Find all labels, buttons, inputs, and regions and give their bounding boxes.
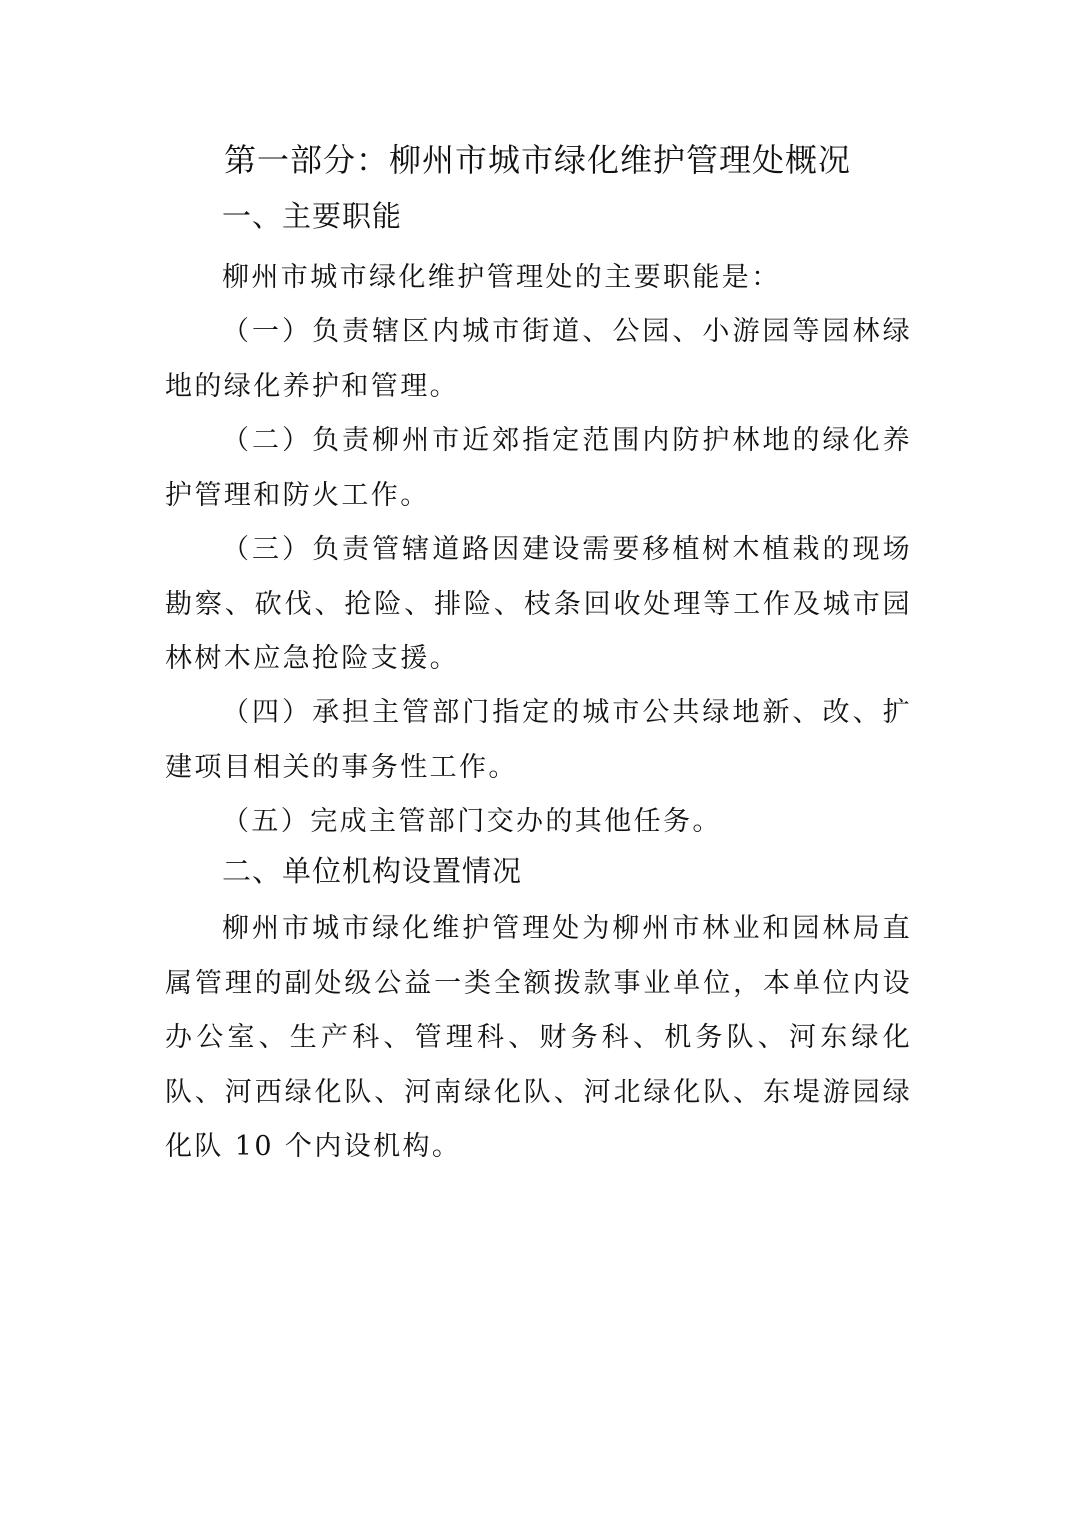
list-item: （二）负责柳州市近郊指定范围内防护林地的绿化养护管理和防火工作。 bbox=[165, 425, 912, 511]
list-item: （五）完成主管部门交办的其他任务。 bbox=[222, 806, 722, 837]
section-heading-functions: 一、主要职能 bbox=[222, 199, 403, 233]
list-item: （四）承担主管部门指定的城市公共绿地新、改、扩建项目相关的事务性工作。 bbox=[165, 697, 912, 783]
page-title: 第一部分：柳州市城市绿化维护管理处概况 bbox=[223, 141, 851, 179]
section-heading-organization: 二、单位机构设置情况 bbox=[222, 854, 523, 888]
paragraph-organization: 柳州市城市绿化维护管理处为柳州市林业和园林局直属管理的副处级公益一类全额拨款事业单位，本单位内设办公室、生产科、管理科、财务科、机务队、河东绿化队、河西绿化队、河南绿化队、河北绿化队、东堤游园绿化队 10 个内设机构。 bbox=[165, 913, 912, 1162]
paragraph-intro: 柳州市城市绿化维护管理处的主要职能是： bbox=[222, 262, 781, 293]
list-item: （三）负责管辖道路因建设需要移植树木植栽的现场勘察、砍伐、抢险、排险、枝条回收处理等工作及城市园林树木应急抢险支援。 bbox=[165, 534, 912, 674]
list-item: （一）负责辖区内城市街道、公园、小游园等园林绿地的绿化养护和管理。 bbox=[165, 316, 912, 402]
